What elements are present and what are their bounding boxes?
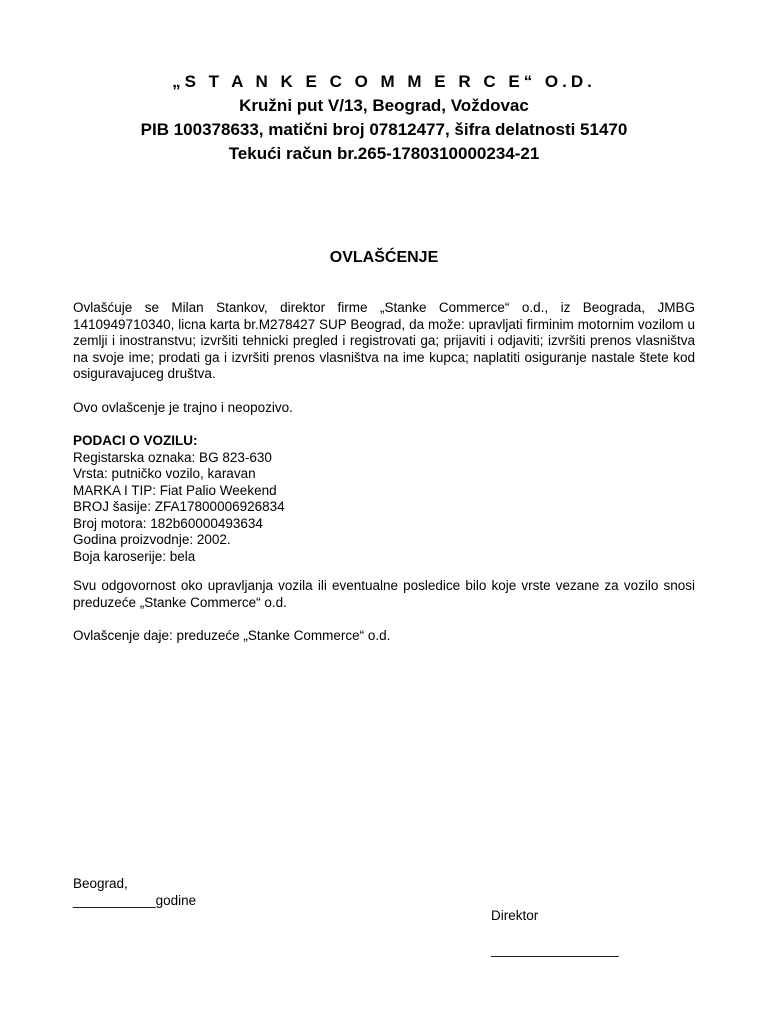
irrevocability-paragraph: Ovo ovlašcenje je trajno i neopozivo.	[73, 400, 293, 415]
company-registration: PIB 100378633, matični broj 07812477, šifra delatnosti 51470	[140, 120, 628, 139]
company-name: „S T A N K E C O M M E R C E“ O.D.	[172, 72, 596, 91]
date-line: ___________godine	[73, 892, 197, 908]
issuer-paragraph: Ovlašcenje daje: preduzeće „Stanke Commerce“ o.d.	[73, 628, 391, 643]
responsibility-paragraph: Svu odgovornost oko upravljanja vozila ili eventualne posledice bilo koje vrste vezane za vozilo snosi preduzeće „Stanke Commerce“ o.d.	[73, 578, 695, 610]
document-title: OVLAŠĆENJE	[329, 249, 439, 266]
vehicle-registration-plate: Registarska oznaka: BG 823-630	[73, 449, 272, 465]
vehicle-engine-number: Broj motora: 182b60000493634	[73, 515, 263, 531]
vehicle-body-color: Boja karoserije: bela	[73, 548, 196, 564]
vehicle-production-year: Godina proizvodnje: 2002.	[73, 532, 231, 547]
letterhead	[0, 70, 768, 166]
company-address: Kružni put V/13, Beograd, Voždovac	[239, 96, 529, 115]
place-label: Beograd,	[73, 876, 128, 891]
vehicle-type: Vrsta: putničko vozilo, karavan	[73, 466, 256, 481]
vehicle-make-model: MARKA I TIP: Fiat Palio Weekend	[73, 482, 277, 498]
authorization-paragraph: Ovlašćuje se Milan Stankov, direktor firme „Stanke Commerce“ o.d., iz Beograda, JMBG 1410949710340, licna karta br.M278427 SUP Beograd, da može: upravljati firminim motornim vozilom u zemlji i inostranstvu; izvršiti tehnicki pregled i registrovati ga; prijaviti i odjaviti; izvršiti prenos vlasništva na svoje ime; prodati ga i izvršiti prenos vlasništva na ime kupca; naplatiti osiguranje nastale štete kod osiguravajuceg društva.	[73, 300, 695, 381]
vehicle-data-section	[73, 433, 695, 565]
vehicle-data-heading: PODACI O VOZILU:	[73, 433, 198, 448]
company-bank-account: Tekući račun br.265-1780310000234-21	[228, 144, 540, 163]
director-label: Direktor	[491, 908, 539, 923]
place-date-block	[73, 876, 695, 909]
vehicle-chassis-number: BROJ šasije: ZFA17800006926834	[73, 499, 285, 514]
signature-line: _________________	[491, 942, 619, 957]
